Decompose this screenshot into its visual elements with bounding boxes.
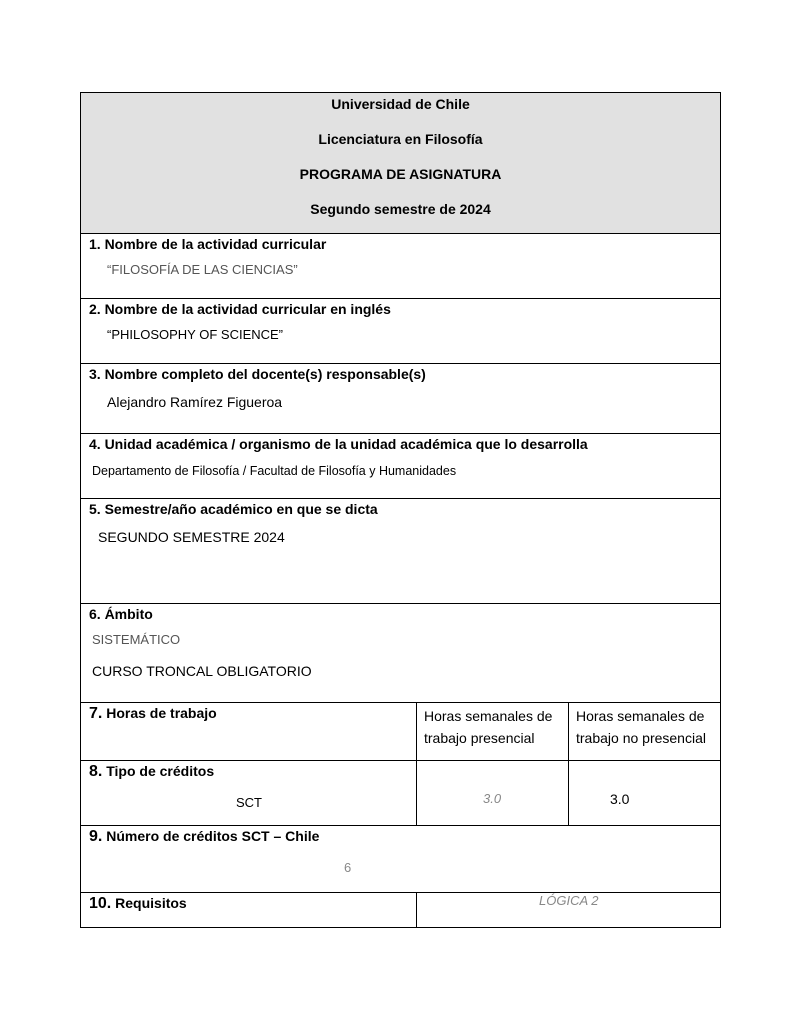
section-2-title: 2. Nombre de la actividad curricular en inglés	[89, 301, 391, 317]
presencial-hours-cell	[417, 761, 569, 826]
section-5	[81, 499, 721, 604]
university-name: Universidad de Chile	[331, 96, 470, 112]
hours-presencial-header	[417, 703, 569, 761]
section-4-title: 4. Unidad académica / organismo de la unidad académica que lo desarrolla	[89, 436, 588, 452]
credit-type-value: SCT	[236, 795, 262, 810]
course-program-document	[80, 92, 720, 928]
hours-no-presencial-header	[569, 703, 721, 761]
section-9-title: Número de créditos SCT – Chile	[106, 828, 320, 844]
course-name-english-value: “PHILOSOPHY OF SCIENCE”	[107, 327, 284, 342]
instructor-name-value: Alejandro Ramírez Figueroa	[107, 394, 283, 410]
section-8-number: 8.	[89, 763, 103, 780]
hours-presencial-line1: Horas semanales de	[424, 708, 553, 724]
section-8-title: Tipo de créditos	[106, 763, 215, 779]
document-title: PROGRAMA DE ASIGNATURA	[299, 166, 502, 182]
section-10	[81, 893, 417, 928]
credits-value: 6	[344, 860, 352, 875]
section-7	[81, 703, 417, 761]
section-6-title: 6. Ámbito	[89, 606, 153, 622]
section-2	[81, 299, 721, 364]
program-name: Licenciatura en Filosofía	[318, 131, 483, 147]
section-4	[81, 434, 721, 499]
hours-no-presencial-line1: Horas semanales de	[576, 708, 705, 724]
section-6	[81, 604, 721, 703]
section-1	[81, 234, 721, 299]
course-name-value: “FILOSOFÍA DE LAS CIENCIAS”	[107, 262, 298, 277]
scope-value: SISTEMÁTICO	[92, 632, 181, 647]
program-table	[80, 92, 721, 928]
section-3-title: 3. Nombre completo del docente(s) responsable(s)	[89, 366, 426, 382]
section-10-number: 10.	[89, 895, 112, 912]
section-3	[81, 364, 721, 434]
academic-unit-value: Departamento de Filosofía / Facultad de Filosofía y Humanidades	[92, 464, 457, 478]
course-type-value: CURSO TRONCAL OBLIGATORIO	[92, 663, 312, 679]
semester-value: SEGUNDO SEMESTRE 2024	[98, 529, 285, 545]
section-10-title: Requisitos	[115, 895, 187, 911]
section-9	[81, 826, 721, 893]
semester-label: Segundo semestre de 2024	[310, 201, 491, 217]
requirements-cell	[417, 893, 721, 928]
hours-no-presencial-line2: trabajo no presencial	[576, 730, 706, 746]
section-7-title: Horas de trabajo	[106, 705, 217, 721]
section-7-number: 7.	[89, 705, 103, 722]
hours-presencial-line2: trabajo presencial	[424, 730, 535, 746]
section-8	[81, 761, 417, 826]
section-5-title: 5. Semestre/año académico en que se dicta	[89, 501, 378, 517]
presencial-hours-value: 3.0	[483, 791, 502, 806]
no-presencial-hours-value: 3.0	[610, 791, 630, 807]
requirements-value: LÓGICA 2	[539, 893, 599, 908]
section-9-number: 9.	[89, 828, 103, 845]
document-header	[81, 93, 721, 234]
section-1-title: 1. Nombre de la actividad curricular	[89, 236, 327, 252]
no-presencial-hours-cell	[569, 761, 721, 826]
